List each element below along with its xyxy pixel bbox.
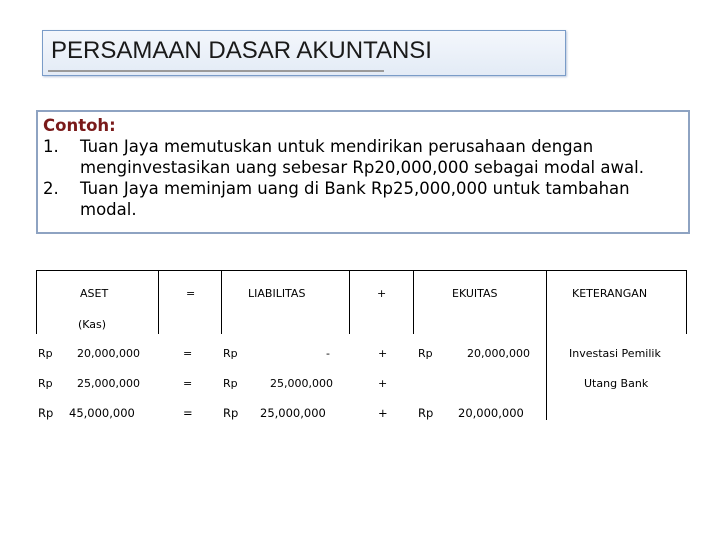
header-ekuitas: EKUITAS xyxy=(452,287,498,300)
row1-ekuitas-value: 20,000,000 xyxy=(467,347,530,360)
header-aset: ASET xyxy=(80,287,109,300)
header-equals: = xyxy=(186,287,196,300)
table-border xyxy=(349,270,350,334)
example-item-line: Tuan Jaya meminjam uang di Bank Rp25,000,000 untuk tambahan xyxy=(80,179,630,198)
row1-rp-ekuitas: Rp xyxy=(418,347,433,360)
row2-liabilitas-value: 25,000,000 xyxy=(270,377,333,390)
example-item-line: modal. xyxy=(80,200,137,219)
row2-rp-liabilitas: Rp xyxy=(223,377,238,390)
row2-equals: = xyxy=(183,377,193,390)
header-aset-sub: (Kas) xyxy=(78,318,107,331)
example-item-number: 1. xyxy=(43,137,59,156)
table-border xyxy=(413,270,414,334)
row3-rp-ekuitas: Rp xyxy=(418,406,434,420)
table-border xyxy=(546,270,547,420)
row1-rp-liabilitas: Rp xyxy=(223,347,238,360)
row3-equals: = xyxy=(183,406,193,420)
row3-rp-aset: Rp xyxy=(38,406,54,420)
row1-plus: + xyxy=(378,347,388,360)
row3-ekuitas-value: 20,000,000 xyxy=(458,406,524,420)
row3-aset-value: 45,000,000 xyxy=(69,406,135,420)
row2-rp-aset: Rp xyxy=(38,377,53,390)
example-heading: Contoh: xyxy=(43,116,116,135)
row3-plus: + xyxy=(378,406,388,420)
table-border-left xyxy=(36,270,37,334)
row3-rp-liabilitas: Rp xyxy=(223,406,239,420)
table-border-right xyxy=(686,270,687,334)
row3-liabilitas-value: 25,000,000 xyxy=(260,406,326,420)
table-border xyxy=(158,270,159,334)
header-plus: + xyxy=(377,287,387,300)
table-top-border xyxy=(36,270,687,271)
example-item-line: Tuan Jaya memutuskan untuk mendirikan perusahaan dengan xyxy=(80,137,594,156)
row2-aset-value: 25,000,000 xyxy=(77,377,140,390)
row2-keterangan: Utang Bank xyxy=(584,377,649,390)
page-title: PERSAMAAN DASAR AKUNTANSI xyxy=(51,37,432,64)
row2-plus: + xyxy=(378,377,388,390)
row1-liabilitas-value: - xyxy=(326,347,330,360)
example-item-line: menginvestasikan uang sebesar Rp20,000,000 sebagai modal awal. xyxy=(80,158,644,177)
row1-aset-value: 20,000,000 xyxy=(77,347,140,360)
row1-equals: = xyxy=(183,347,193,360)
example-item-number: 2. xyxy=(43,179,59,198)
table-border xyxy=(221,270,222,334)
row1-keterangan: Investasi Pemilik xyxy=(569,347,661,360)
header-liabilitas: LIABILITAS xyxy=(248,287,306,300)
header-keterangan: KETERANGAN xyxy=(572,287,648,300)
row1-rp-aset: Rp xyxy=(38,347,53,360)
